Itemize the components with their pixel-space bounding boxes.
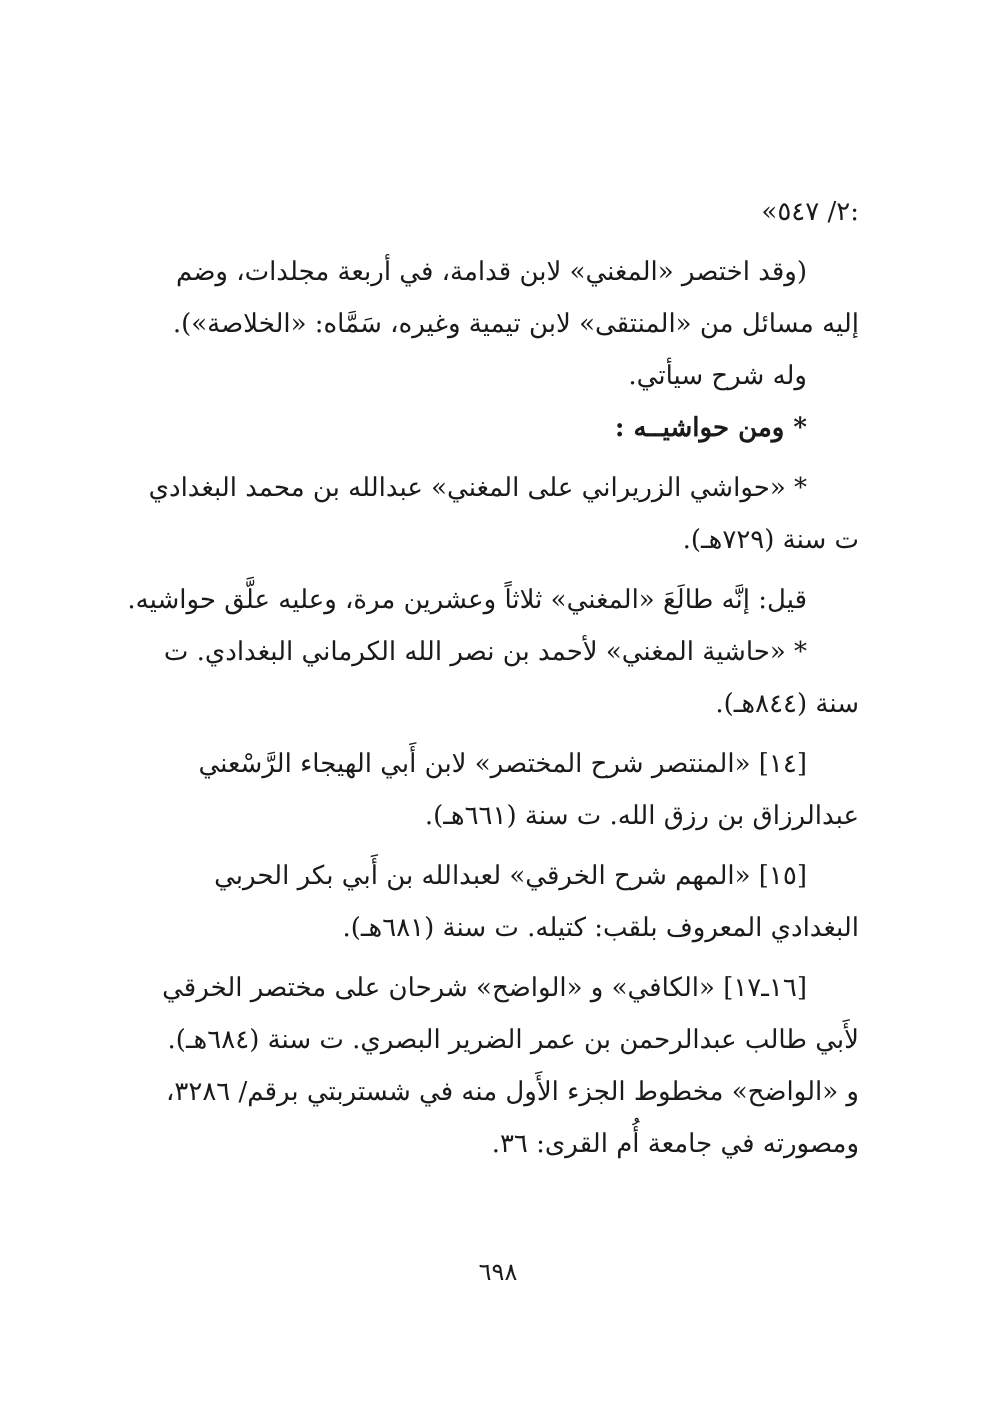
page-body [127, 186, 859, 1170]
text-line: :٢/ ٥٤٧» [761, 197, 859, 227]
text-line: [١٦ـ١٧] «الكافي» و «الواضح» شرحان على مختصر الخرقي [162, 973, 807, 1003]
text-line: * «حاشية المغني» لأحمد بن نصر الله الكرماني البغدادي. ت [163, 637, 807, 667]
text-line: ت سنة (٧٢٩هـ). [682, 525, 859, 555]
text-line: إليه مسائل من «المنتقى» لابن تيمية وغيره، سَمَّاه: «الخلاصة»). [172, 309, 859, 339]
text-line: قيل: إنَّه طالَعَ «المغني» ثلاثاً وعشرين مرة، وعليه علَّق حواشيه. [127, 585, 807, 615]
text-line: عبدالرزاق بن رزق الله. ت سنة (٦٦١هـ). [424, 801, 859, 831]
section-heading: * ومن حواشيــه : [614, 413, 807, 443]
text-line: و «الواضح» مخطوط الجزء الأَول منه في شستربتي برقم/ ٣٢٨٦، [165, 1077, 859, 1107]
text-line: * «حواشي الزريراني على المغني» عبدالله بن محمد البغدادي [148, 473, 807, 503]
text-line: وله شرح سيأتي. [628, 361, 807, 391]
text-line: [١٥] «المهم شرح الخرقي» لعبدالله بن أَبي بكر الحربي [214, 861, 807, 891]
text-line: ومصورته في جامعة أُم القرى: ٣٦. [491, 1129, 859, 1159]
text-line: سنة (٨٤٤هـ). [715, 689, 859, 719]
page-number: ٦٩٨ [478, 1258, 518, 1286]
text-line: لأَبي طالب عبدالرحمن بن عمر الضرير البصري. ت سنة (٦٨٤هـ). [167, 1025, 859, 1055]
text-line: (وقد اختصر «المغني» لابن قدامة، في أربعة مجلدات، وضم [176, 257, 807, 287]
text-line: البغدادي المعروف بلقب: كتيله. ت سنة (٦٨١هـ). [342, 913, 859, 943]
text-line: [١٤] «المنتصر شرح المختصر» لابن أَبي الهيجاء الرَّسْعني [198, 749, 807, 779]
